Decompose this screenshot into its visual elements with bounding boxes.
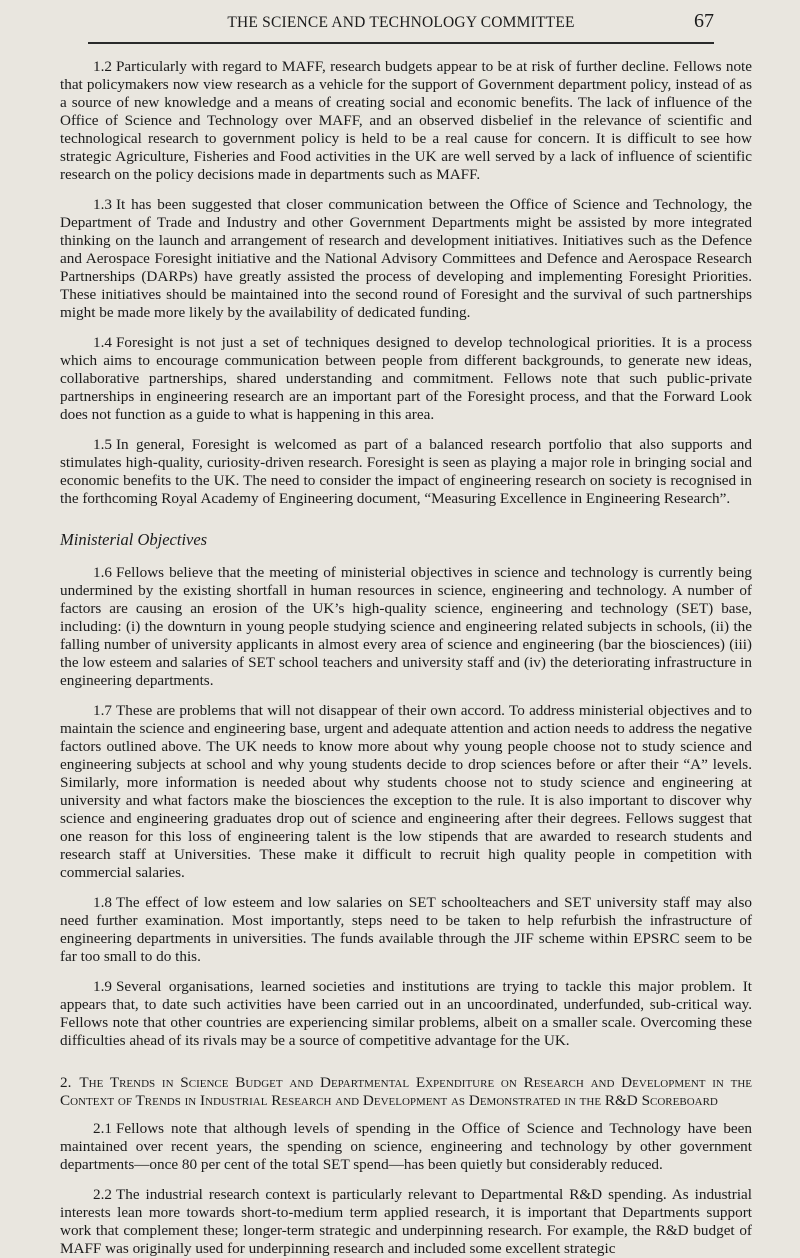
paragraph-text: Fellows believe that the meeting of ministerial objectives in science and technology is currently being undermined by the existing shortfall in human resources in science, engineering and technology. A number of factors are causing an erosion of the UK’s high-quality science, engineering and technology (SET) base, including: (i) the downturn in young people studying science and engineering related subjects in schools, (ii) the falling number of university applicants in almost every area of science and engineering (bar the biosciences) (iii) the low esteem and salaries of SET school teachers and university staff and (iv) the deteriorating infrastructure in engineering departments. xyxy=(60,564,752,689)
paragraph-text: Particularly with regard to MAFF, research budgets appear to be at risk of further decline. Fellows note that policymakers now view research as a vehicle for the support of Government department policy, instead of as a source of new knowledge and a means of creating social and economic benefits. The lack of influence of the Office of Science and Technology over MAFF, and an observed disbelief in the relevance of scientific and technological research to government policy is held to be a real cause for concern. It is difficult to see how strategic Agriculture, Fisheries and Food activities in the UK are well served by a lack of influence of scientific research on the policy decisions made in departments such as MAFF. xyxy=(60,58,752,183)
paragraph-number: 1.2 xyxy=(93,58,112,75)
document-body xyxy=(60,58,752,1258)
paragraph-1-8 xyxy=(60,894,752,966)
paragraph-text: The industrial research context is particularly relevant to Departmental R&D spending. As industrial interests lean more towards short-to-medium term applied research, it is important that Departments support work that complement these; longer-term strategic and underpinning research. For example, the R&D budget of MAFF was originally used for underpinning research and included some excellent strategic xyxy=(60,1186,752,1257)
paragraph-text: The effect of low esteem and low salaries on SET schoolteachers and SET university staff may also need further examination. Most importantly, steps need to be taken to help refurbish the infrastructure of engineering departments in universities. The funds available through the JIF scheme within EPSRC seem to be far too small to do this. xyxy=(60,894,752,965)
header-title: THE SCIENCE AND TECHNOLOGY COMMITTEE xyxy=(227,14,575,31)
running-header xyxy=(88,0,714,44)
paragraph-number: 1.8 xyxy=(93,894,112,911)
paragraph-1-7 xyxy=(60,702,752,882)
paragraph-number: 1.9 xyxy=(93,978,112,995)
paragraph-text: Several organisations, learned societies and institutions are trying to tackle this major problem. It appears that, to date such activities have been carried out in an uncoordinated, underfunded, sub-critical way. Fellows note that other countries are experiencing similar problems, albeit on a smaller scale. Overcoming these difficulties ahead of its rivals may be a source of competitive advantage for the UK. xyxy=(60,978,752,1049)
paragraph-number: 1.6 xyxy=(93,564,112,581)
paragraph-number: 1.7 xyxy=(93,702,112,719)
paragraph-number: 2.2 xyxy=(93,1186,112,1203)
paragraph-text: In general, Foresight is welcomed as part of a balanced research portfolio that also supports and stimulates high-quality, curiosity-driven research. Foresight is seen as playing a major role in bringing social and economic benefits to the UK. The need to consider the impact of engineering research on society is recognised in the forthcoming Royal Academy of Engineering document, “Measuring Excellence in Engineering Research”. xyxy=(60,436,752,507)
section-title: The Trends in Science Budget and Departmental Expenditure on Research and Development in the Context of Trends in Industrial Research and Development as Demonstrated in the R&D Scoreboard xyxy=(60,1074,752,1109)
paragraph-text: Fellows note that although levels of spending in the Office of Science and Technology have been maintained over recent years, the spending on science, engineering and technology by other government departments—once 80 per cent of the total SET spend—has been quietly but considerably reduced. xyxy=(60,1120,752,1173)
paragraph-number: 2.1 xyxy=(93,1120,112,1137)
paragraph-1-4 xyxy=(60,334,752,424)
paragraph-1-3 xyxy=(60,196,752,322)
paragraph-2-1 xyxy=(60,1120,752,1174)
paragraph-1-2 xyxy=(60,58,752,184)
paragraph-number: 1.3 xyxy=(93,196,112,213)
subheading-ministerial-objectives: Ministerial Objectives xyxy=(60,530,208,549)
section-heading-2 xyxy=(60,1074,752,1110)
paragraph-number: 1.4 xyxy=(93,334,112,351)
paragraph-2-2 xyxy=(60,1186,752,1258)
paragraph-1-5 xyxy=(60,436,752,508)
page-number: 67 xyxy=(694,10,714,32)
paragraph-1-9 xyxy=(60,978,752,1050)
paragraph-number: 1.5 xyxy=(93,436,112,453)
paragraph-text: It has been suggested that closer communication between the Office of Science and Technology, the Department of Trade and Industry and other Government Departments might be assisted by more integrated thinking on the launch and arrangement of research and development initiatives. Initiatives such as the Defence and Aerospace Foresight initiative and the National Advisory Committees and Defence and Aerospace Research Partnerships (DARPs) have greatly assisted the process of developing and implementing Foresight Priorities. These initiatives should be maintained into the second round of Foresight and the survival of such partnerships might be made more likely by the availability of dedicated funding. xyxy=(60,196,752,321)
paragraph-1-6 xyxy=(60,564,752,690)
paragraph-text: Foresight is not just a set of techniques designed to develop technological priorities. It is a process which aims to encourage communication between people from different backgrounds, to generate new ideas, collaborative partnerships, shared understanding and commitment. Fellows note that such public-private partnerships in engineering research are an important part of the Foresight process, and that the Forward Look does not function as a guide to what is happening in this area. xyxy=(60,334,752,423)
section-number: 2. xyxy=(60,1074,72,1091)
paragraph-text: These are problems that will not disappear of their own accord. To address ministerial objectives and to maintain the science and engineering base, urgent and adequate attention and action needs to address the negative factors outlined above. The UK needs to know more about why young people choose not to study science and engineering subjects at school and why young students decide to drop sciences before or after their “A” levels. Similarly, more information is needed about why students choose not to study science and engineering at university and what factors make the biosciences the exception to the rule. It is also important to discover why science and engineering graduates drop out of science and engineering after their degrees. Fellows suggest that one reason for this loss of engineering talent is the low stipends that are awarded to research students and research staff at Universities. These make it difficult to recruit high quality people in competition with commercial salaries. xyxy=(60,702,752,881)
